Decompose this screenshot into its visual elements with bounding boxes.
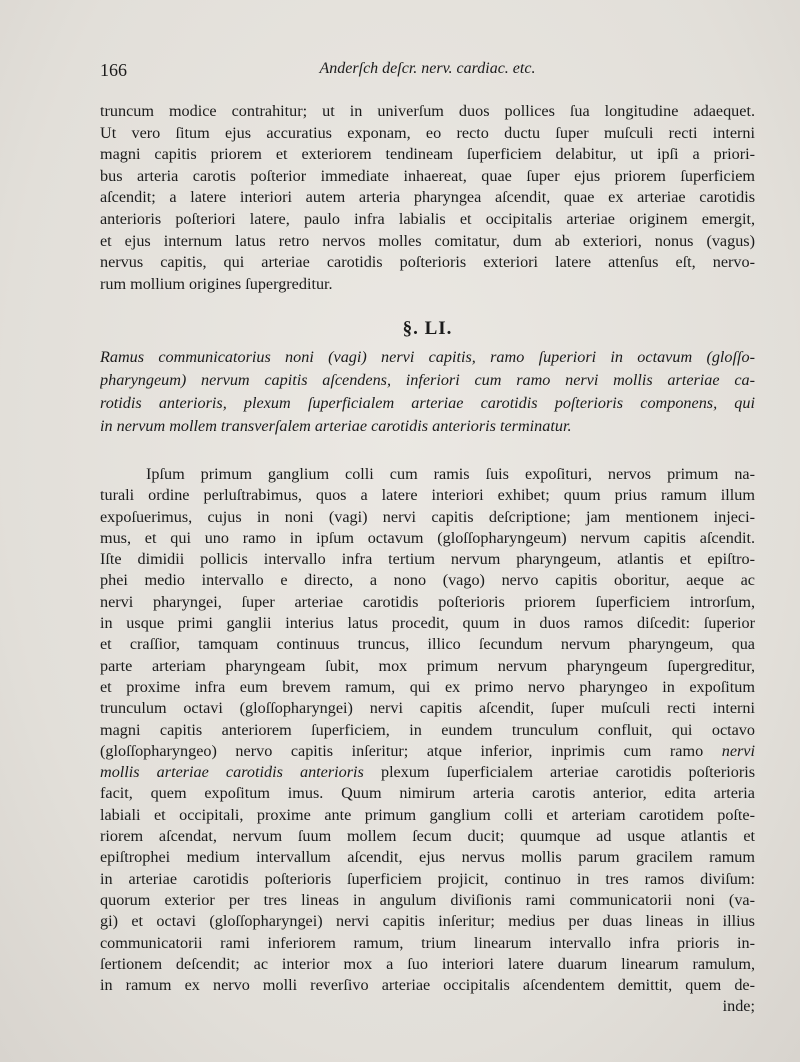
text-line: truncum modice contrahitur; ut in univerſum duos pollices ſua longitudine adaequet. <box>100 102 755 120</box>
text-line: nervus capitis, qui arteriae carotidis poſterioris exteriori latere attenſus eſt, nervo- <box>100 253 755 272</box>
text-line: nervi pharyngei, ſuper arteriae carotidis poſterioris priorem ſuperficiem introrſum, <box>100 592 755 611</box>
text-line: aſcendit; a latere interiori autem arteria pharyngea aſcendit, quae ex arteriae carotidis <box>100 188 755 207</box>
text-line: anterioris poſteriori latere, paulo infra labialis et occipitalis arteriae originem emergit, <box>100 209 755 228</box>
text-line: rum mollium origines ſupergreditur. <box>100 274 333 293</box>
text-line: in ramum ex nervo molli reverſivo arteriae occipitalis aſcendentem demittit, quem de- <box>100 976 755 995</box>
text-line: gi) et octavi (gloſſopharyngei) nervi capitis inſeritur; medius per duas lineas in illius <box>100 912 755 931</box>
summary-line: rotidis anterioris, plexum ſuperficialem arteriae carotidis poſterioris componens, qui <box>100 394 755 412</box>
section-summary <box>100 346 755 438</box>
text-line: magni capitis priorem et exteriorem tendineam ſuperficiem delabitur, ut ipſi a priori- <box>100 145 755 164</box>
text-line-mixed <box>100 741 755 762</box>
text-line: in arteriae carotidis poſterioris ſuperficiem projicit, continuo in tres ramos diviſum: <box>100 869 755 888</box>
text-line: Iſte dimidii pollicis intervallo infra tertium nervum pharyngeum, atlantis et epiſtro- <box>100 550 755 569</box>
summary-line: pharyngeum) nervum capitis aſcendens, inferiori cum ramo nervi mollis arteriae ca- <box>100 371 755 389</box>
text-line: expoſuerimus, cujus in noni (vagi) nervi capitis deſcriptione; jam mentionem injeci- <box>100 507 755 526</box>
page-number: 166 <box>100 60 127 80</box>
text-line: et ejus internum latus retro nervos molles comitatur, dum ab exteriori, nonus (vagus) <box>100 231 755 250</box>
running-title: Anderſch deſcr. nerv. cardiac. etc. <box>319 60 536 77</box>
text-line: et proxime infra eum brevem ramum, qui ex primo nervo pharyngeo in expoſitum <box>100 677 755 696</box>
italic-term: nervi <box>721 741 755 760</box>
text-line: ſertionem deſcendit; ac interior mox a ſuo interiori latere duarum linearum ramulum, <box>100 954 755 973</box>
text-line: et craſſior, tamquam continuus truncus, illico ſecundum nervum pharyngeum, qua <box>100 635 755 654</box>
text-line: in usque primi ganglii interius latus procedit, quum in duos ramos diſcedit: ſuperior <box>100 614 755 633</box>
text-line: facit, quem expoſitum imus. Quum nimirum arteria carotis anterior, edita arteria <box>100 784 755 803</box>
text-segment: plexum ſuperficialem arteriae carotidis poſterioris <box>380 763 755 782</box>
summary-line: Ramus communicatorius noni (vagi) nervi capitis, ramo ſuperiori in octavum (gloſſo- <box>100 348 755 366</box>
summary-line: in nervum mollem transverſalem arteriae carotidis anterioris terminatur. <box>100 417 572 435</box>
text-line: mus, et qui uno ramo in ipſum octavum (gloſſopharyngeum) nervum capitis aſcendit. <box>100 528 755 547</box>
text-line: trunculum octavi (gloſſopharyngei) nervi capitis aſcendit, ſuper muſculi recti interni <box>100 699 755 718</box>
text-line: Ipſum primum ganglium colli cum ramis ſuis expoſituri, nervos primum na- <box>146 465 755 483</box>
text-line: inde; <box>722 997 755 1016</box>
paragraph-continued <box>100 101 755 295</box>
italic-term: mollis arteriae carotidis anterioris <box>100 763 364 782</box>
paragraph-main <box>100 464 755 1018</box>
section-heading: §. LI. <box>402 318 453 339</box>
text-line: quorum exterior per tres lineas in angulum diviſionis rami communicatorii noni (va- <box>100 890 755 909</box>
text-line: epiſtrophei medium intervallum aſcendit, ejus nervus mollis parum gracilem ramum <box>100 848 755 867</box>
text-line: phei medio intervallo e directo, a nono (vago) nervo capitis oboritur, aeque ac <box>100 571 755 590</box>
text-line: magni capitis anteriorem ſuperficiem, in eundem trunculum confluit, qui octavo <box>100 720 755 739</box>
text-line: Ut vero ſitum ejus accuratius exponam, eo recto ductu ſuper muſculi recti interni <box>100 123 755 142</box>
text-line: bus arteria carotis poſterior immediate inhaereat, quae ſuper ejus priorem ſuperficiem <box>100 166 755 185</box>
text-line: turali ordine perluſtrabimus, quos a latere interiori exhibet; quum prius ramum illum <box>100 486 755 505</box>
text-line: riorem aſcendat, nervum ſuum mollem ſecum ducit; quumque ad usque atlantis et <box>100 827 755 846</box>
text-line: communicatorii rami inferiorem ramum, trium linearum intervallo infra prioris in- <box>100 933 755 952</box>
text-line-mixed <box>100 762 755 783</box>
page-header <box>100 60 755 86</box>
text-segment: (gloſſopharyngeo) nervo capitis inſeritur; atque inferior, inprimis cum ramo <box>100 741 704 760</box>
text-line: labiali et occipitali, proxime ante primum ganglium colli et arteriam carotidem poſte- <box>100 805 755 824</box>
text-line: parte arteriam pharyngeam ſubit, mox primum nervum pharyngeum ſupergreditur, <box>100 656 755 675</box>
